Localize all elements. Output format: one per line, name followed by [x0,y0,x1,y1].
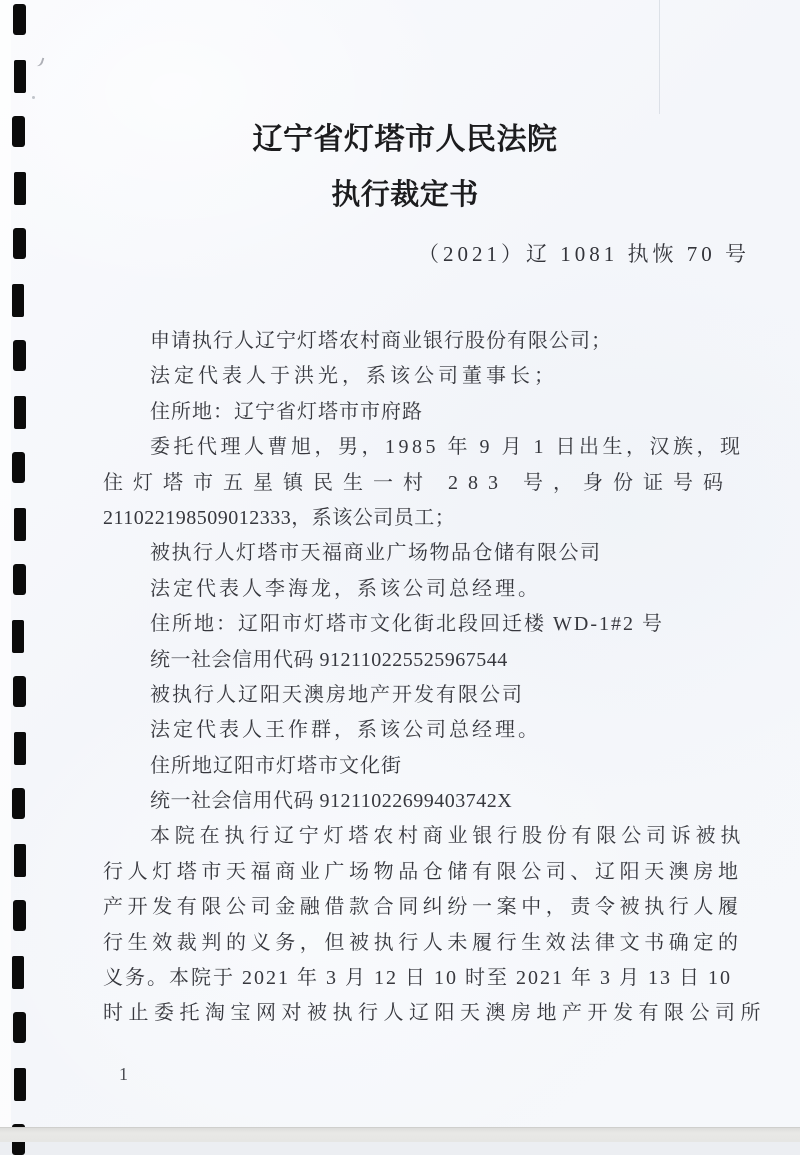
binding-hole-mark [14,844,26,877]
binding-hole-mark [13,4,26,35]
body-line: 法定代表人李海龙，系该公司总经理。 [150,577,541,600]
scan-crease-line [659,0,660,114]
body-line: 被执行人辽阳天澳房地产开发有限公司 [150,683,524,706]
binding-hole-mark [12,620,24,653]
binding-hole-mark [13,676,26,707]
body-line: 义务。本院于 2021 年 3 月 12 日 10 时至 2021 年 3 月 13 日 10 [103,967,732,990]
binding-hole-mark [12,452,25,483]
binding-hole-mark [13,228,26,259]
body-line: 211022198509012333，系该公司员工； [103,506,456,529]
body-line: 住所地：辽阳市灯塔市文化街北段回迁楼 WD-1#2 号 [150,613,664,636]
body-line: 法定代表人于洪光，系该公司董事长； [150,365,558,388]
binding-hole-mark [13,340,26,371]
binding-hole-mark [13,1012,26,1043]
binding-hole-mark [13,564,26,595]
binding-hole-mark [12,284,24,317]
scan-bottom-edge [0,1127,800,1142]
page-number: 1 [119,1064,128,1084]
document-type-title: 执行裁定书 [331,179,479,211]
body-line: 行人灯塔市天福商业广场物品仓储有限公司、辽阳天澳房地 [103,860,743,883]
body-line: 行生效裁判的义务，但被执行人未履行生效法律文书确定的 [103,931,743,954]
body-line: 统一社会信用代码 912110225525967544 [150,648,508,671]
body-line: 住灯塔市五星镇民生一村 283 号，身份证号码 [103,471,733,494]
court-title: 辽宁省灯塔市人民法院 [252,123,558,156]
body-line: 申请执行人辽宁灯塔农村商业银行股份有限公司； [150,330,612,352]
body-line: 委托代理人曹旭，男，1985 年 9 月 1 日出生，汉族，现 [150,436,744,459]
binding-hole-mark [14,732,26,765]
binding-hole-mark [12,788,25,819]
body-line: 住所地：辽宁省灯塔市市府路 [150,400,423,423]
binding-hole-mark [12,956,24,989]
body-line: 本院在执行辽宁灯塔农村商业银行股份有限公司诉被执 [150,825,746,848]
binding-hole-mark [13,900,26,931]
binding-hole-mark [14,1068,26,1101]
ink-speck [32,96,35,99]
body-line: 统一社会信用代码 91211022699403742X [150,790,513,813]
case-number: （2021）辽 1081 执恢 70 号 [418,242,750,266]
body-line: 住所地辽阳市灯塔市文化街 [150,754,402,777]
document-body [103,324,766,1032]
body-line: 产开发有限公司金融借款合同纠纷一案中，责令被执行人履 [103,896,743,919]
binding-hole-mark [14,60,26,93]
ink-speck [36,56,45,67]
binding-hole-mark [14,396,26,429]
body-line: 法定代表人王作群，系该公司总经理。 [150,719,541,742]
body-line: 被执行人灯塔市天福商业广场物品仓储有限公司 [150,542,602,565]
body-line: 时止委托淘宝网对被执行人辽阳天澳房地产开发有限公司所 [103,1002,766,1025]
binding-hole-mark [14,508,26,541]
